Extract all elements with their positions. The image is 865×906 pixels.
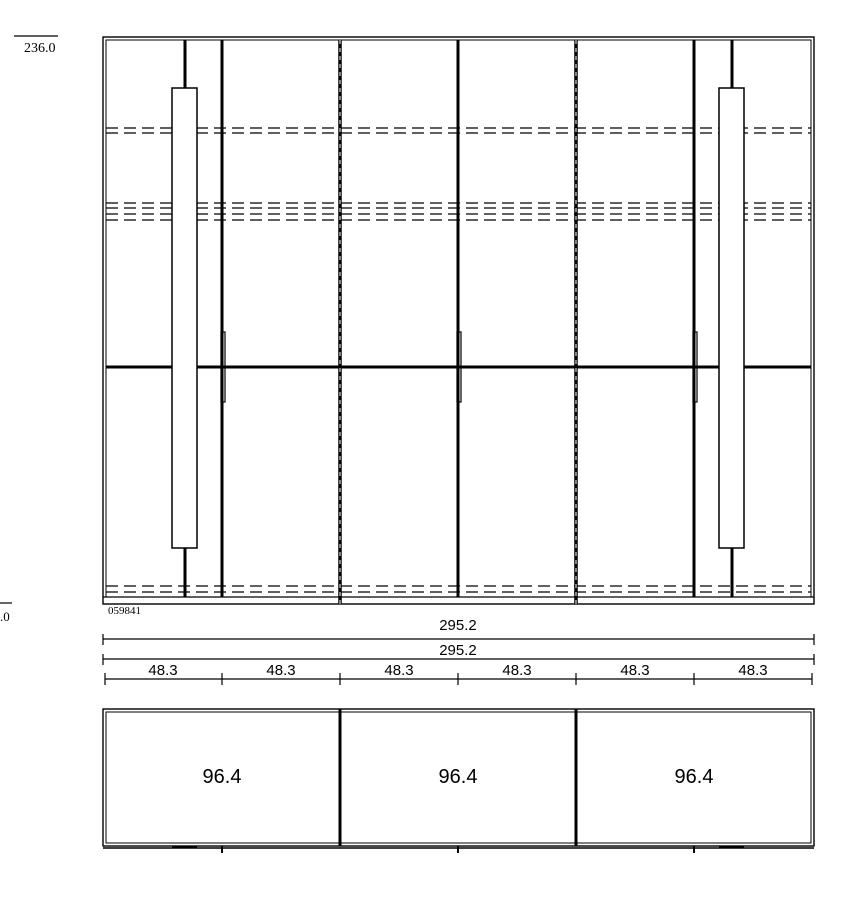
- overall-width-2: 295.2: [439, 642, 477, 659]
- door-width-5: 48.3: [620, 662, 650, 679]
- section-width-3: 96.4: [674, 766, 714, 788]
- height-bottom-label: .0: [0, 609, 10, 624]
- section-width-2: 96.4: [438, 766, 478, 788]
- height-indicator-bottom: [0, 603, 12, 624]
- height-top-label: 236.0: [24, 41, 56, 56]
- door-width-2: 48.3: [266, 662, 296, 679]
- door-width-4: 48.3: [502, 662, 532, 679]
- height-indicator-top: [14, 36, 58, 56]
- dimension-doors: [105, 673, 812, 685]
- front-elevation: [103, 37, 814, 604]
- door-width-1: 48.3: [148, 662, 178, 679]
- right-tall-panel: [719, 88, 744, 548]
- door-width-6: 48.3: [738, 662, 768, 679]
- door-divisions: [222, 40, 694, 597]
- overall-width-1: 295.2: [439, 617, 477, 634]
- article-code: 059841: [108, 605, 141, 617]
- left-tall-panel: [172, 88, 197, 548]
- section-width-1: 96.4: [202, 766, 242, 788]
- door-width-3: 48.3: [384, 662, 414, 679]
